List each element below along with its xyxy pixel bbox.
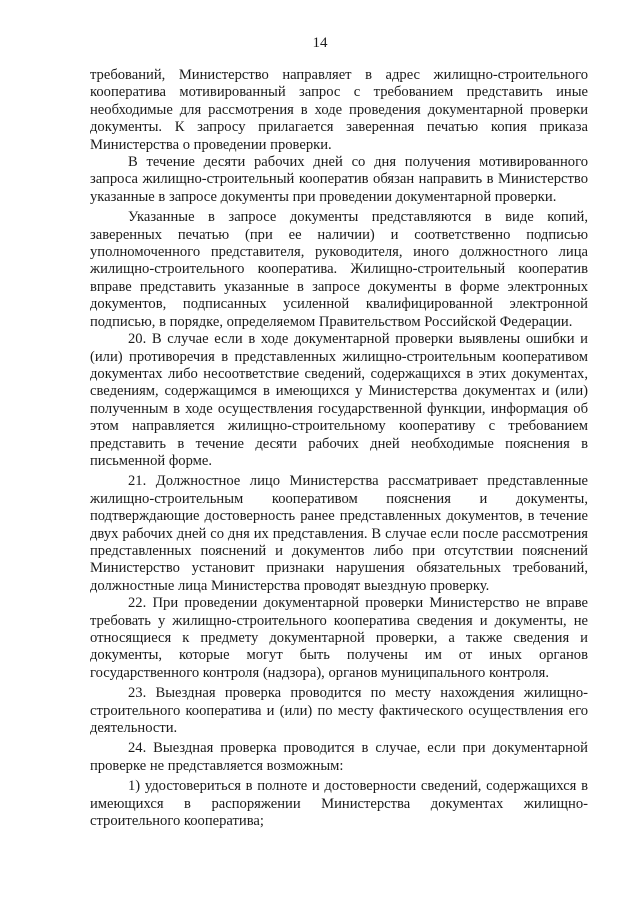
paragraph-item-23: 23. Выездная проверка проводится по месту нахождения жилищно-строительного кооператива и (или) по месту фактического осуществления его деятельности. [90, 685, 588, 737]
paragraph-item-22: 22. При проведении документарной проверки Министерство не вправе требовать у жилищно-строительного кооператива сведения и документы, не относящиеся к предмету документарной проверки, а также сведения и документы, которые могут быть получены им от иных органов государственного контроля (надзора), органов муниципального контроля. [90, 595, 588, 681]
paragraph-item-20: 20. В случае если в ходе документарной проверки выявлены ошибки и (или) противоречия в представленных жилищно-строительным кооперативом документах либо несоответствие сведений, содержащихся в этих документах, сведениям, содержащимся в имеющихся у Министерства документах и (или) полученным в ходе осуществления государственной функции, информация об этом направляется жилищно-строительному кооперативу с требованием представить в течение десяти рабочих дней необходимые пояснения в письменной форме. [90, 331, 588, 469]
document-body [90, 67, 588, 830]
paragraph-item-24-1: 1) удостовериться в полноте и достоверности сведений, содержащихся в имеющихся в распоряжении Министерства документах жилищно-строительного кооператива; [90, 778, 588, 830]
paragraph-copies: Указанные в запросе документы представляются в виде копий, заверенных печатью (при ее наличии) и соответственно подписью уполномоченного представителя, руководителя, иного должностного лица жилищно-строительного кооператива. Жилищно-строительный кооператив вправе представить указанные в запросе документы в форме электронных документов, подписанных усиленной квалифицированной электронной подписью, в порядке, определяемом Правительством Российской Федерации. [90, 209, 588, 330]
page-number: 14 [312, 35, 328, 51]
paragraph-ten-days: В течение десяти рабочих дней со дня получения мотивированного запроса жилищно-строительный кооператив обязан направить в Министерство указанные в запросе документы при проведении документарной проверки. [90, 154, 588, 205]
paragraph-item-21: 21. Должностное лицо Министерства рассматривает представленные жилищно-строительным кооперативом пояснения и документы, подтверждающие достоверность ранее представленных документов, в течение двух рабочих дней со дня их представления. В случае если после рассмотрения представленных пояснений и документов либо при отсутствии пояснений Министерство установит признаки нарушения обязательных требований, должностные лица Министерства проводят выездную проверку. [90, 473, 588, 594]
paragraph-continuation: требований, Министерство направляет в адрес жилищно-строительного кооператива мотивированный запрос с требованием представить иные необходимые для рассмотрения в ходе проведения документарной проверки документы. К запросу прилагается заверенная печатью копия приказа Министерства о проведении проверки. [90, 67, 588, 153]
paragraph-item-24: 24. Выездная проверка проводится в случае, если при документарной проверке не представляется возможным: [90, 740, 588, 774]
